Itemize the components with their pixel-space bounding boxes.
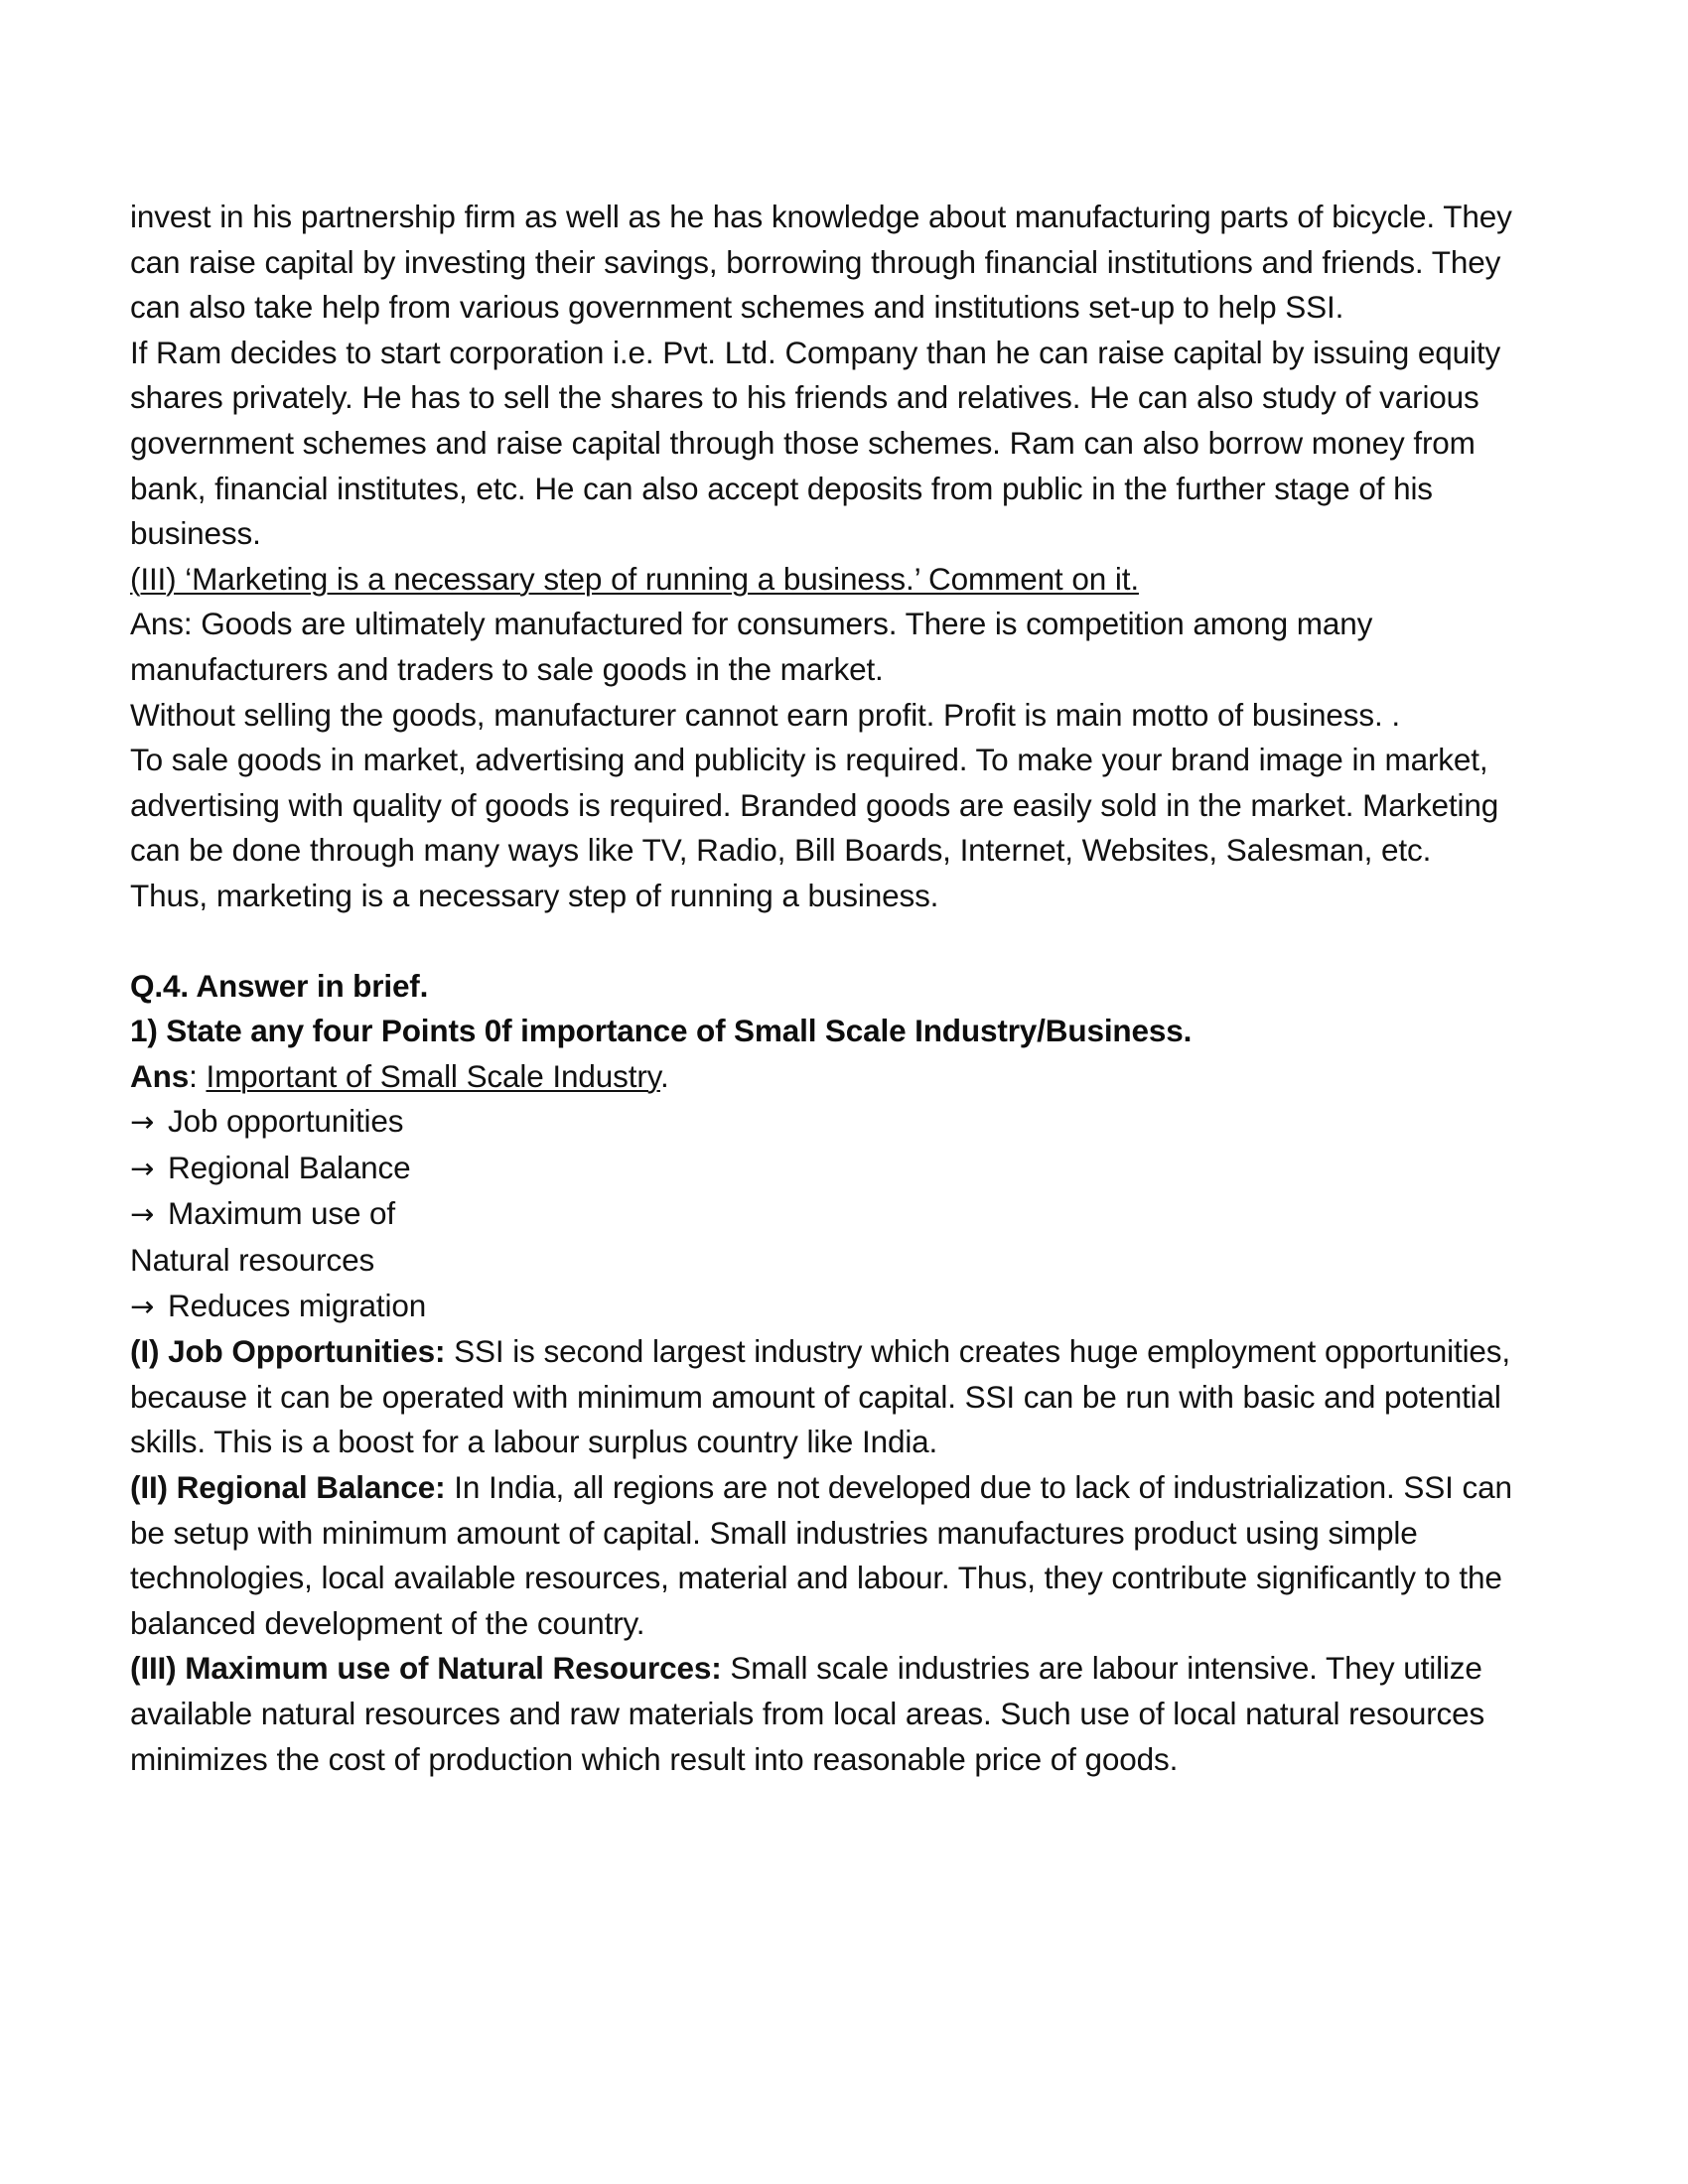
list-item-label: Maximum use of bbox=[168, 1195, 395, 1232]
paragraph-marketing-answer-2: Without selling the goods, manufacturer cannot earn profit. Profit is main motto of business. . bbox=[130, 696, 1400, 733]
arrow-icon: → bbox=[130, 1151, 155, 1185]
q4-answer-title-line bbox=[130, 1054, 1520, 1100]
answer-title-trailing: . bbox=[659, 1057, 669, 1094]
point-max-natural-resources bbox=[130, 1646, 1520, 1782]
list-item-label: Job opportunities bbox=[168, 1103, 404, 1140]
list-item-label: Regional Balance bbox=[168, 1149, 411, 1185]
point-bold-lead: (II) Regional Balance: bbox=[130, 1469, 446, 1506]
answer-underlined-title: Important of Small Scale Industry bbox=[206, 1057, 660, 1094]
q4-question-1: 1) State any four Points 0f importance of Small Scale Industry/Business. bbox=[130, 1013, 1193, 1049]
q4-heading: Q.4. Answer in brief. bbox=[130, 967, 429, 1004]
question-iii-marketing: (III) ‘Marketing is a necessary step of running a business.’ Comment on it. bbox=[130, 560, 1139, 597]
list-item bbox=[130, 1146, 1520, 1192]
paragraph-corporation: If Ram decides to start corporation i.e. Pvt. Ltd. Company than he can raise capital by issuing equity shares privately. He has to sell the shares to his friends and relatives. He can also study of various government schemes and raise capital through those schemes. Ram can also borrow money from bank, financial institutes, etc. He can also accept deposits from public in the further stage of his business. bbox=[130, 334, 1501, 552]
point-body: Small scale industries are labour intensive. They utilize available natural resources and raw materials from local areas. Such use of local natural resources minimizes the cost of production which result into reasonable price of goods. bbox=[130, 1650, 1485, 1777]
section-spacer bbox=[130, 919, 1520, 964]
list-item-label: Reduces migration bbox=[168, 1287, 427, 1323]
list-item bbox=[130, 1099, 1520, 1146]
list-item-label: Natural resources bbox=[130, 1242, 375, 1279]
list-item bbox=[130, 1191, 1520, 1238]
list-item-continuation bbox=[130, 1238, 1520, 1284]
point-body: In India, all regions are not developed due to lack of industrialization. SSI can be setup with minimum amount of capital. Small industries manufactures product using simple technologies, local available resources, material and labour. Thus, they contribute significantly to the balanced development of the country. bbox=[130, 1469, 1512, 1641]
answer-label-separator: : bbox=[189, 1057, 207, 1094]
answer-label: Ans bbox=[130, 1057, 190, 1094]
paragraph-marketing-conclusion: Thus, marketing is a necessary step of running a business. bbox=[130, 877, 939, 913]
paragraph-marketing-answer-1: Ans: Goods are ultimately manufactured for consumers. There is competition among many manufacturers and traders to sale goods in the market. bbox=[130, 606, 1373, 687]
arrow-icon: → bbox=[130, 1197, 155, 1232]
paragraph-capital-partnership: invest in his partnership firm as well as he has knowledge about manufacturing parts of bicycle. They can raise capital by investing their savings, borrowing through financial institutions and friends. They can also take help from various government schemes and institutions set-up to help SSI. bbox=[130, 199, 1512, 326]
point-bold-lead: (I) Job Opportunities: bbox=[130, 1333, 446, 1370]
point-job-opportunities bbox=[130, 1329, 1520, 1465]
point-bold-lead: (III) Maximum use of Natural Resources: bbox=[130, 1650, 722, 1687]
paragraph-marketing-answer-3: To sale goods in market, advertising and publicity is required. To make your brand image in market, advertising with quality of goods is required. Branded goods are easily sold in the market. Marketing can be done through many ways like TV, Radio, Bill Boards, Internet, Websites, Salesman, etc. bbox=[130, 742, 1499, 869]
point-regional-balance bbox=[130, 1465, 1520, 1646]
arrow-icon: → bbox=[130, 1105, 155, 1140]
point-body: SSI is second largest industry which creates huge employment opportunities, because it can be operated with minimum amount of capital. SSI can be run with basic and potential skills. This is a boost for a labour surplus country like India. bbox=[130, 1333, 1510, 1460]
arrow-icon: → bbox=[130, 1289, 155, 1323]
document-content bbox=[130, 195, 1520, 1782]
list-item bbox=[130, 1284, 1520, 1330]
